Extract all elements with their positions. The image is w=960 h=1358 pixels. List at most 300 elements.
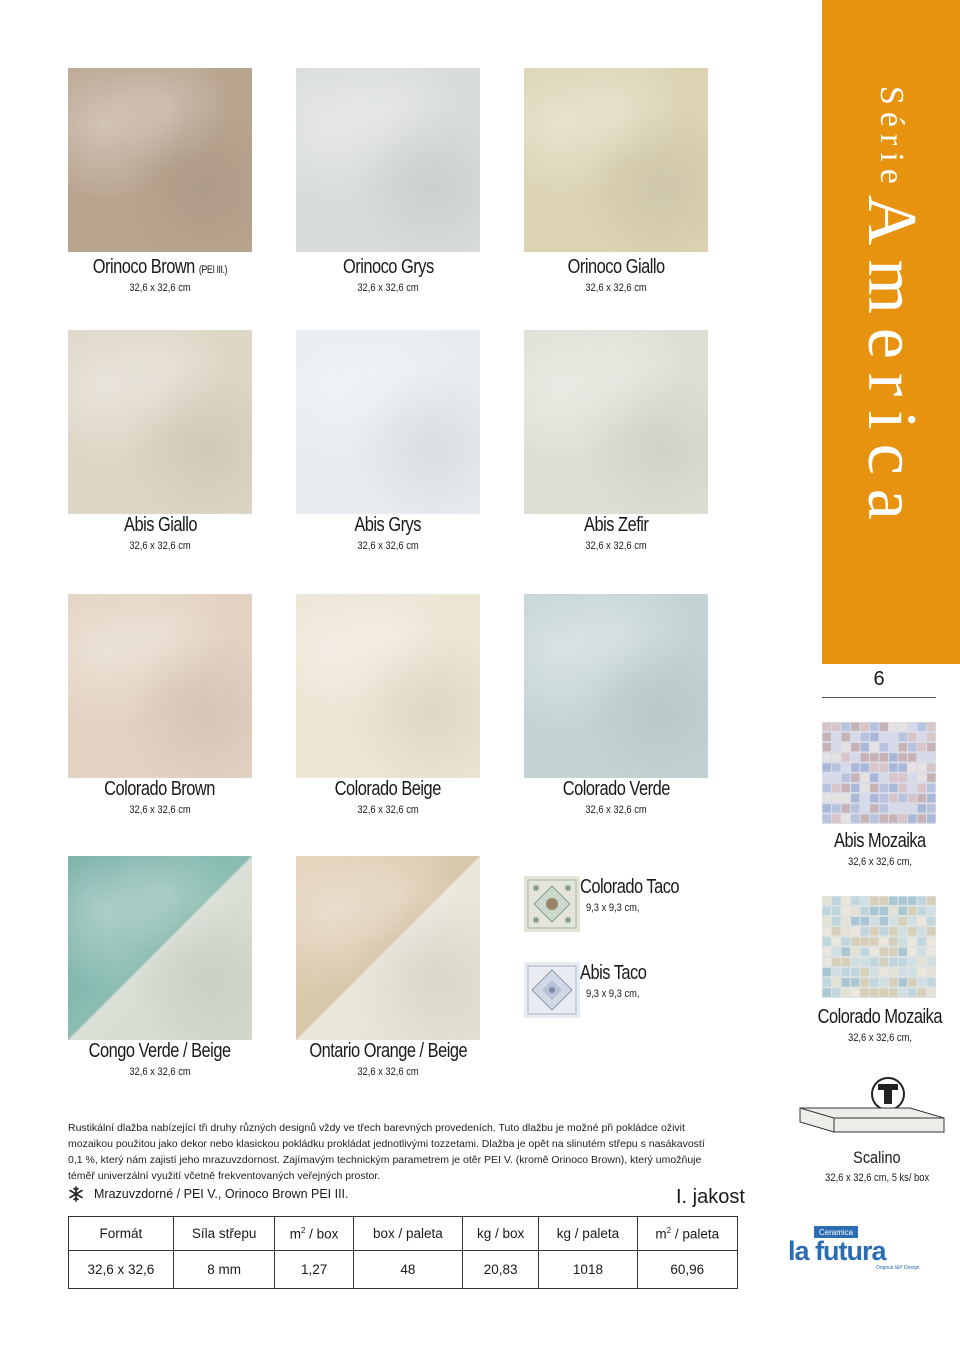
- label-colorado-taco: Colorado Taco 9,3 x 9,3 cm,: [580, 876, 680, 914]
- mosaic-chip: [908, 948, 916, 956]
- mosaic-chip: [851, 743, 859, 751]
- mosaic-chip: [880, 968, 888, 976]
- spec-header: $m^2$ / box: [275, 1217, 353, 1251]
- label-abis-taco: Abis Taco 9,3 x 9,3 cm,: [580, 962, 647, 1000]
- spec-cell: 1,27: [275, 1251, 353, 1289]
- mosaic-chip: [851, 937, 859, 945]
- mosaic-chip: [889, 907, 897, 915]
- mosaic-chip: [861, 774, 869, 782]
- svg-text:Ceramica: Ceramica: [818, 1228, 854, 1237]
- mosaic-chip: [927, 968, 935, 976]
- mosaic-chip: [899, 958, 907, 966]
- mosaic-chip: [880, 723, 888, 731]
- mosaic-chip: [889, 988, 897, 996]
- tile-ontario-orange-beige: [296, 856, 480, 1040]
- mosaic-chip: [899, 907, 907, 915]
- mosaic-chip: [832, 948, 840, 956]
- mosaic-chip: [851, 733, 859, 741]
- mosaic-chip: [889, 753, 897, 761]
- mosaic-chip: [870, 794, 878, 802]
- spec-cell: 20,83: [463, 1251, 539, 1289]
- spec-cell: 1018: [539, 1251, 637, 1289]
- mosaic-chip: [823, 917, 831, 925]
- spec-header-row: [69, 1217, 738, 1251]
- abis-taco-decor: [524, 962, 580, 1018]
- mosaic-chip: [842, 743, 850, 751]
- mosaic-chip: [870, 814, 878, 822]
- mosaic-chip: [823, 763, 831, 771]
- mosaic-chip: [832, 804, 840, 812]
- mosaic-chip: [823, 733, 831, 741]
- svg-text:Original I&P Design: Original I&P Design: [876, 1265, 920, 1271]
- mosaic-chip: [908, 774, 916, 782]
- mosaic-chip: [861, 763, 869, 771]
- mosaic-chip: [899, 804, 907, 812]
- mosaic-chip: [908, 897, 916, 905]
- mosaic-chip: [927, 937, 935, 945]
- mosaic-chip: [908, 733, 916, 741]
- mosaic-chip: [889, 733, 897, 741]
- mosaic-chip: [889, 968, 897, 976]
- mosaic-chip: [861, 723, 869, 731]
- mosaic-chip: [842, 794, 850, 802]
- mosaic-chip: [832, 753, 840, 761]
- mosaic-chip: [880, 743, 888, 751]
- mosaic-chip: [918, 723, 926, 731]
- mosaic-chip: [927, 917, 935, 925]
- mosaic-chip: [908, 927, 916, 935]
- spec-value-row: [69, 1251, 738, 1289]
- mosaic-chip: [832, 723, 840, 731]
- label-colorado-verde: Colorado Verde 32,6 x 32,6 cm: [562, 778, 670, 816]
- mosaic-chip: [899, 897, 907, 905]
- spec-header: kg / paleta: [539, 1217, 637, 1251]
- mosaic-chip: [927, 774, 935, 782]
- mosaic-chip: [908, 804, 916, 812]
- mosaic-chip: [823, 958, 831, 966]
- mosaic-chip: [899, 927, 907, 935]
- mosaic-chip: [927, 978, 935, 986]
- mosaic-chip: [918, 948, 926, 956]
- mosaic-chip: [889, 958, 897, 966]
- label-colorado-beige: Colorado Beige 32,6 x 32,6 cm: [334, 778, 442, 816]
- mosaic-chip: [851, 917, 859, 925]
- mosaic-chip: [927, 814, 935, 822]
- mosaic-chip: [880, 917, 888, 925]
- mosaic-chip: [899, 753, 907, 761]
- mosaic-chip: [823, 907, 831, 915]
- mosaic-chip: [832, 897, 840, 905]
- mosaic-chip: [908, 988, 916, 996]
- mosaic-chip: [918, 794, 926, 802]
- mosaic-chip: [823, 743, 831, 751]
- mosaic-chip: [918, 988, 926, 996]
- mosaic-chip: [908, 784, 916, 792]
- mosaic-chip: [918, 804, 926, 812]
- mosaic-chip: [918, 958, 926, 966]
- mosaic-chip: [908, 978, 916, 986]
- mosaic-chip: [823, 897, 831, 905]
- mosaic-chip: [861, 794, 869, 802]
- mosaic-chip: [823, 794, 831, 802]
- scalino-tile: [798, 1074, 946, 1138]
- mosaic-chip: [899, 978, 907, 986]
- mosaic-chip: [823, 753, 831, 761]
- mosaic-chip: [842, 917, 850, 925]
- mosaic-chip: [842, 968, 850, 976]
- mosaic-chip: [889, 774, 897, 782]
- mosaic-chip: [823, 774, 831, 782]
- mosaic-chip: [851, 948, 859, 956]
- spec-header: kg / box: [463, 1217, 539, 1251]
- mosaic-chip: [851, 897, 859, 905]
- mosaic-chip: [861, 917, 869, 925]
- mosaic-chip: [927, 743, 935, 751]
- mosaic-chip: [832, 927, 840, 935]
- mosaic-chip: [842, 723, 850, 731]
- mosaic-chip: [832, 794, 840, 802]
- series-title: [822, 0, 960, 664]
- mosaic-chip: [870, 958, 878, 966]
- mosaic-chip: [842, 978, 850, 986]
- mosaic-chip: [832, 917, 840, 925]
- mosaic-chip: [870, 753, 878, 761]
- spec-header: $m^2$ / paleta: [637, 1217, 737, 1251]
- mosaic-chip: [918, 968, 926, 976]
- mosaic-chip: [880, 978, 888, 986]
- mosaic-chip: [889, 743, 897, 751]
- mosaic-chip: [870, 897, 878, 905]
- mosaic-chip: [899, 968, 907, 976]
- mosaic-chip: [927, 753, 935, 761]
- mosaic-chip: [870, 733, 878, 741]
- mosaic-chip: [851, 804, 859, 812]
- mosaic-chip: [927, 763, 935, 771]
- mosaic-chip: [908, 917, 916, 925]
- mosaic-chip: [832, 958, 840, 966]
- spec-table: [68, 1216, 738, 1289]
- mosaic-chip: [880, 814, 888, 822]
- mosaic-chip: [927, 784, 935, 792]
- mosaic-chip: [870, 988, 878, 996]
- mosaic-chip: [842, 784, 850, 792]
- mosaic-chip: [899, 794, 907, 802]
- mosaic-chip: [880, 753, 888, 761]
- mosaic-chip: [851, 784, 859, 792]
- mosaic-chip: [908, 743, 916, 751]
- mosaic-chip: [832, 774, 840, 782]
- label-colorado-brown: Colorado Brown 32,6 x 32,6 cm: [104, 778, 216, 816]
- label-orinoco-grys: Orinoco Grys 32,6 x 32,6 cm: [342, 256, 434, 294]
- mosaic-chip: [870, 927, 878, 935]
- mosaic-chip: [880, 927, 888, 935]
- series-prefix: Série: [873, 86, 910, 191]
- mosaic-chip: [851, 774, 859, 782]
- mosaic-chip: [918, 743, 926, 751]
- mosaic-chip: [842, 774, 850, 782]
- mosaic-chip: [889, 917, 897, 925]
- mosaic-chip: [880, 763, 888, 771]
- mosaic-chip: [851, 988, 859, 996]
- mosaic-chip: [908, 968, 916, 976]
- spec-header: box / paleta: [353, 1217, 462, 1251]
- la-futura-logo: [784, 1226, 932, 1272]
- label-orinoco-giallo: Orinoco Giallo 32,6 x 32,6 cm: [567, 256, 665, 294]
- svg-text:la futura: la futura: [788, 1236, 886, 1266]
- label-congo-verde-beige: Congo Verde / Beige 32,6 x 32,6 cm: [88, 1040, 232, 1078]
- spec-cell: 60,96: [637, 1251, 737, 1289]
- mosaic-chip: [861, 958, 869, 966]
- tile-orinoco-grys: [296, 68, 480, 252]
- mosaic-chip: [889, 937, 897, 945]
- mosaic-chip: [908, 794, 916, 802]
- label-abis-mozaika: Abis Mozaika 32,6 x 32,6 cm,: [834, 830, 926, 868]
- mosaic-chip: [899, 774, 907, 782]
- mosaic-chip: [880, 958, 888, 966]
- mosaic-chip: [927, 723, 935, 731]
- mosaic-chip: [842, 907, 850, 915]
- mosaic-chip: [889, 948, 897, 956]
- mosaic-chip: [842, 804, 850, 812]
- mosaic-chip: [861, 937, 869, 945]
- scalino-label: Scalino 32,6 x 32,6 cm, 5 ks/ box: [825, 1148, 929, 1184]
- mosaic-chip: [918, 753, 926, 761]
- spec-header: Síla střepu: [173, 1217, 275, 1251]
- mosaic-chip: [889, 927, 897, 935]
- description-text: Rustikální dlažba nabízející tři druhy různých designů vždy ve třech barevných provedeních. Tuto dlažbu je možné při pokládce oživit mozaikou použitou jako dekor nebo klasickou pokládku prokládat jednotlivými tozzetami. Dlažba je opět na slinutém střepu s nasákavostí 0,1 %, který nám zajistí jeho mrazuvzdornost. Zajímavým technickým parametrem je otěr PEI V. (kromě Orinoco Brown), který umožňuje téměř univerzální využití včetně frekventovaných veřejných prostor.: [68, 1122, 705, 1182]
- mosaic-chip: [870, 723, 878, 731]
- mosaic-chip: [880, 907, 888, 915]
- frost-note: Mrazuvzdorné / PEI V., Orinoco Brown PEI III.: [68, 1186, 349, 1202]
- mosaic-chip: [908, 907, 916, 915]
- mosaic-chip: [908, 814, 916, 822]
- mosaic-chip: [870, 948, 878, 956]
- mosaic-chip: [927, 958, 935, 966]
- mosaic-chip: [908, 753, 916, 761]
- mosaic-chip: [842, 763, 850, 771]
- mosaic-chip: [918, 784, 926, 792]
- mosaic-chip: [832, 763, 840, 771]
- mosaic-chip: [880, 794, 888, 802]
- mosaic-chip: [908, 937, 916, 945]
- page-number: 6: [873, 668, 885, 690]
- mosaic-chip: [918, 917, 926, 925]
- mosaic-chip: [870, 978, 878, 986]
- label-abis-grys: Abis Grys 32,6 x 32,6 cm: [354, 514, 422, 552]
- mosaic-chip: [880, 897, 888, 905]
- abis-mozaika-tile: [822, 722, 936, 824]
- mosaic-chip: [880, 774, 888, 782]
- mosaic-chip: [861, 988, 869, 996]
- label-abis-zefir: Abis Zefir 32,6 x 32,6 cm: [583, 514, 649, 552]
- mosaic-chip: [851, 763, 859, 771]
- quality-label: I. jakost: [676, 1186, 745, 1208]
- mosaic-chip: [842, 814, 850, 822]
- mosaic-chip: [851, 927, 859, 935]
- mosaic-chip: [870, 907, 878, 915]
- colorado-taco-decor: [524, 876, 580, 932]
- mosaic-chip: [842, 958, 850, 966]
- mosaic-chip: [870, 937, 878, 945]
- mosaic-chip: [889, 814, 897, 822]
- mosaic-chip: [880, 937, 888, 945]
- mosaic-chip: [899, 723, 907, 731]
- tile-colorado-beige: [296, 594, 480, 778]
- mosaic-chip: [851, 814, 859, 822]
- mosaic-chip: [832, 937, 840, 945]
- mosaic-chip: [823, 978, 831, 986]
- mosaic-chip: [832, 743, 840, 751]
- mosaic-chip: [861, 897, 869, 905]
- label-orinoco-brown: Orinoco Brown (PEI III.) 32,6 x 32,6 cm: [92, 256, 228, 294]
- label-colorado-mozaika: Colorado Mozaika 32,6 x 32,6 cm,: [817, 1006, 943, 1044]
- mosaic-chip: [861, 784, 869, 792]
- tile-congo-verde-beige: [68, 856, 252, 1040]
- mosaic-chip: [832, 968, 840, 976]
- mosaic-chip: [889, 763, 897, 771]
- tile-orinoco-brown: [68, 68, 252, 252]
- tile-colorado-verde: [524, 594, 708, 778]
- mosaic-chip: [823, 804, 831, 812]
- mosaic-chip: [851, 907, 859, 915]
- mosaic-chip: [899, 917, 907, 925]
- series-name: America: [853, 194, 930, 534]
- mosaic-chip: [842, 753, 850, 761]
- tile-abis-grys: [296, 330, 480, 514]
- spec-header: Formát: [69, 1217, 174, 1251]
- mosaic-chip: [889, 794, 897, 802]
- mosaic-chip: [918, 927, 926, 935]
- mosaic-chip: [861, 814, 869, 822]
- mosaic-chip: [823, 968, 831, 976]
- mosaic-chip: [832, 978, 840, 986]
- label-ontario-orange-beige: Ontario Orange / Beige 32,6 x 32,6 cm: [309, 1040, 467, 1078]
- label-abis-giallo: Abis Giallo 32,6 x 32,6 cm: [123, 514, 197, 552]
- mosaic-chip: [823, 937, 831, 945]
- mosaic-chip: [832, 733, 840, 741]
- spec-cell: 48: [353, 1251, 462, 1289]
- mosaic-chip: [823, 948, 831, 956]
- tile-orinoco-giallo: [524, 68, 708, 252]
- mosaic-chip: [899, 814, 907, 822]
- mosaic-chip: [927, 948, 935, 956]
- mosaic-chip: [851, 723, 859, 731]
- mosaic-chip: [851, 794, 859, 802]
- mosaic-chip: [870, 774, 878, 782]
- tile-colorado-brown: [68, 594, 252, 778]
- mosaic-chip: [889, 784, 897, 792]
- mosaic-chip: [861, 968, 869, 976]
- mosaic-chip: [823, 784, 831, 792]
- mosaic-chip: [927, 733, 935, 741]
- snowflake-icon: [68, 1186, 84, 1202]
- mosaic-chip: [899, 948, 907, 956]
- mosaic-chip: [908, 763, 916, 771]
- mosaic-chip: [861, 733, 869, 741]
- spec-cell: 8 mm: [173, 1251, 275, 1289]
- mosaic-chip: [842, 937, 850, 945]
- mosaic-chip: [842, 897, 850, 905]
- spec-cell: 32,6 x 32,6: [69, 1251, 174, 1289]
- mosaic-chip: [899, 763, 907, 771]
- mosaic-chip: [861, 753, 869, 761]
- mosaic-chip: [908, 958, 916, 966]
- tile-abis-zefir: [524, 330, 708, 514]
- mosaic-chip: [823, 988, 831, 996]
- mosaic-chip: [832, 784, 840, 792]
- mosaic-chip: [832, 988, 840, 996]
- mosaic-chip: [927, 794, 935, 802]
- mosaic-chip: [880, 804, 888, 812]
- mosaic-chip: [823, 927, 831, 935]
- mosaic-chip: [918, 774, 926, 782]
- mosaic-chip: [927, 927, 935, 935]
- mosaic-chip: [880, 733, 888, 741]
- mosaic-chip: [832, 814, 840, 822]
- mosaic-chip: [918, 733, 926, 741]
- mosaic-chip: [851, 753, 859, 761]
- mosaic-chip: [889, 804, 897, 812]
- mosaic-chip: [870, 917, 878, 925]
- mosaic-chip: [842, 733, 850, 741]
- mosaic-chip: [861, 927, 869, 935]
- mosaic-chip: [861, 978, 869, 986]
- mosaic-chip: [889, 897, 897, 905]
- mosaic-chip: [918, 907, 926, 915]
- mosaic-chip: [861, 743, 869, 751]
- mosaic-chip: [870, 784, 878, 792]
- mosaic-chip: [927, 907, 935, 915]
- mosaic-chip: [899, 988, 907, 996]
- mosaic-chip: [918, 937, 926, 945]
- mosaic-chip: [927, 897, 935, 905]
- mosaic-chip: [861, 907, 869, 915]
- mosaic-chip: [851, 978, 859, 986]
- mosaic-chip: [823, 723, 831, 731]
- mosaic-chip: [842, 927, 850, 935]
- mosaic-chip: [918, 763, 926, 771]
- tile-abis-giallo: [68, 330, 252, 514]
- mosaic-chip: [861, 804, 869, 812]
- mosaic-chip: [870, 743, 878, 751]
- mosaic-chip: [832, 907, 840, 915]
- mosaic-chip: [870, 804, 878, 812]
- mosaic-chip: [851, 968, 859, 976]
- mosaic-chip: [918, 897, 926, 905]
- mosaic-chip: [899, 784, 907, 792]
- mosaic-chip: [842, 948, 850, 956]
- mosaic-chip: [870, 763, 878, 771]
- mosaic-chip: [851, 958, 859, 966]
- mosaic-chip: [880, 948, 888, 956]
- mosaic-chip: [880, 784, 888, 792]
- mosaic-chip: [880, 988, 888, 996]
- mosaic-chip: [899, 743, 907, 751]
- mosaic-chip: [889, 978, 897, 986]
- mosaic-chip: [870, 968, 878, 976]
- mosaic-chip: [861, 948, 869, 956]
- colorado-mozaika-tile: [822, 896, 936, 998]
- mosaic-chip: [889, 723, 897, 731]
- mosaic-chip: [908, 723, 916, 731]
- mosaic-chip: [927, 988, 935, 996]
- mosaic-chip: [927, 804, 935, 812]
- mosaic-chip: [899, 937, 907, 945]
- mosaic-chip: [899, 733, 907, 741]
- mosaic-chip: [918, 978, 926, 986]
- mosaic-chip: [918, 814, 926, 822]
- mosaic-chip: [842, 988, 850, 996]
